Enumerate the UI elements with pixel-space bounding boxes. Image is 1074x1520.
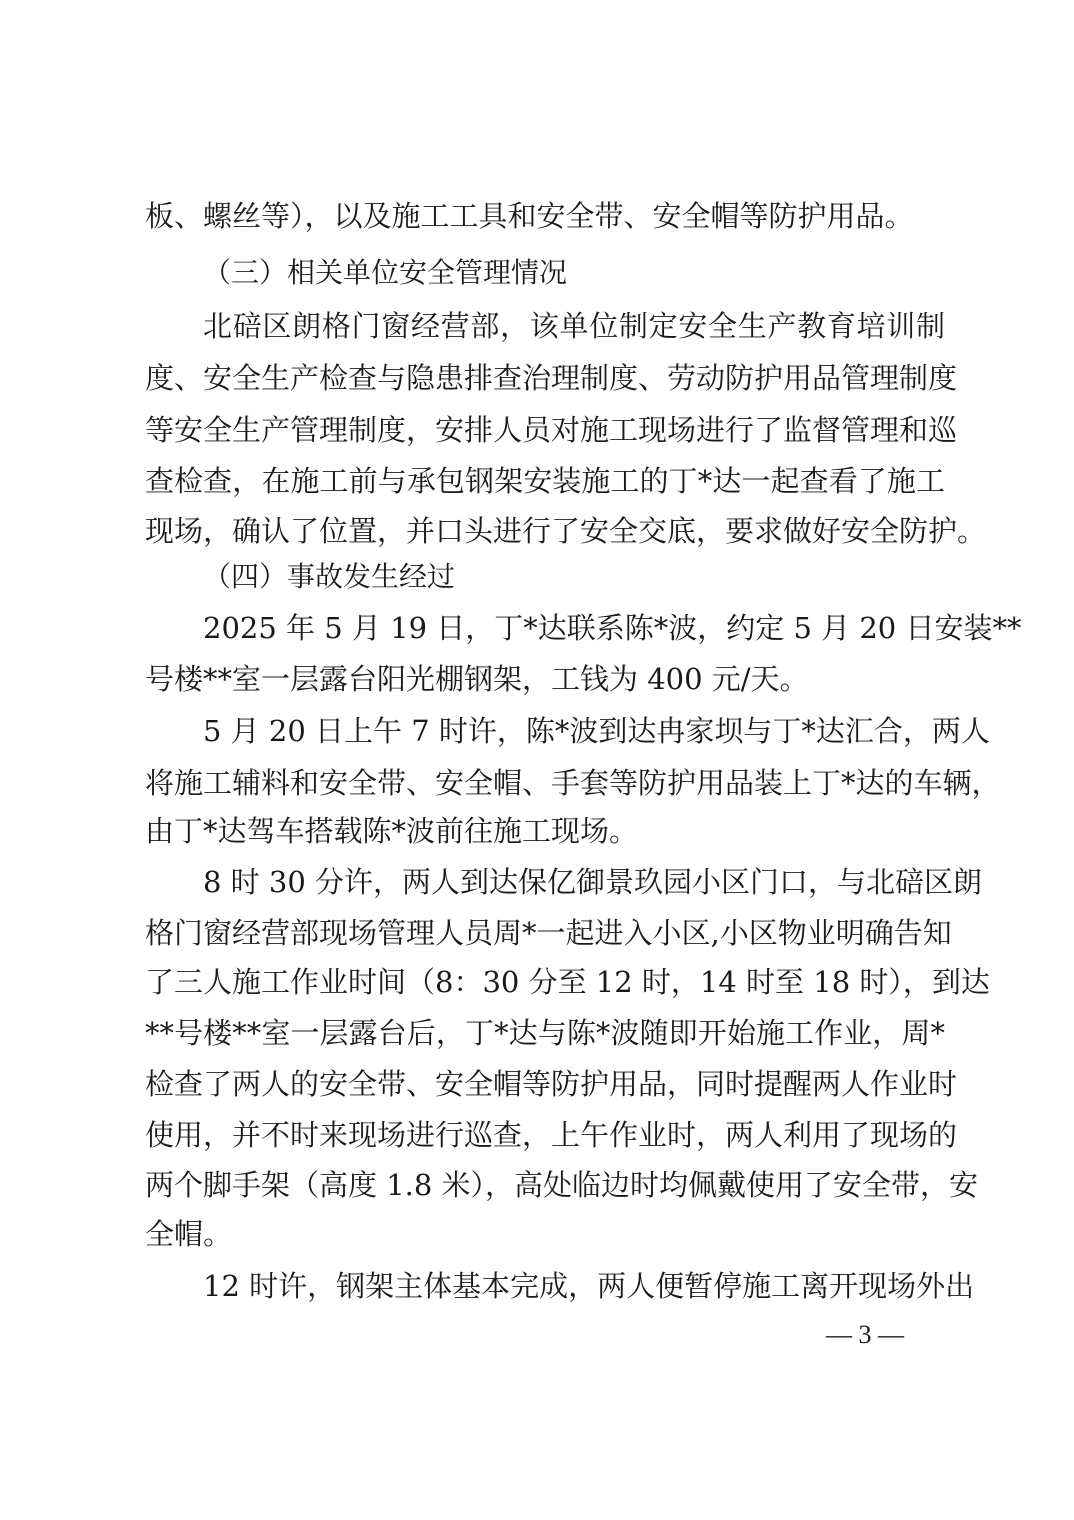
body-text-line: 使用，并不时来现场进行巡查，上午作业时，两人利用了现场的	[145, 1118, 958, 1152]
body-text-line: **号楼**室一层露台后，丁*达与陈*波随即开始施工作业，周*	[145, 1016, 945, 1050]
body-text-line: 查检查，在施工前与承包钢架安装施工的丁*达一起查看了施工	[145, 464, 945, 498]
body-text-line: 8 时 30 分许，两人到达保亿御景玖园小区门口，与北碚区朗	[203, 865, 983, 899]
body-text-line: 12 时许，钢架主体基本完成，两人便暂停施工离开现场外出	[203, 1269, 975, 1303]
body-text-line: 现场，确认了位置，并口头进行了安全交底，要求做好安全防护。	[145, 514, 987, 548]
section-heading: （四）事故发生经过	[203, 560, 456, 593]
body-text-line: 由丁*达驾车搭载陈*波前往施工现场。	[145, 814, 639, 848]
body-text-line: 两个脚手架（高度 1.8 米），高处临边时均佩戴使用了安全带，安	[145, 1168, 979, 1202]
body-text-line: 北碚区朗格门窗经营部，该单位制定安全生产教育培训制	[203, 309, 945, 343]
section-heading: （三）相关单位安全管理情况	[203, 256, 568, 289]
body-text-line: 全帽。	[145, 1217, 233, 1251]
body-text-line: 将施工辅料和安全带、安全帽、手套等防护用品装上丁*达的车辆，	[145, 766, 1001, 800]
body-text-line: 板、螺丝等），以及施工工具和安全带、安全帽等防护用品。	[145, 199, 914, 233]
body-text-line: 号楼**室一层露台阳光棚钢架，工钱为 400 元/天。	[145, 662, 809, 696]
body-text-line: 检查了两人的安全带、安全帽等防护用品，同时提醒两人作业时	[145, 1067, 958, 1101]
body-text-line: 等安全生产管理制度，安排人员对施工现场进行了监督管理和巡	[145, 413, 958, 447]
page-number: — 3 —	[826, 1320, 904, 1349]
body-text-line: 度、安全生产检查与隐患排查治理制度、劳动防护用品管理制度	[145, 361, 958, 395]
body-text-line: 2025 年 5 月 19 日，丁*达联系陈*波，约定 5 月 20 日安装**	[203, 611, 1022, 645]
body-text-line: 格门窗经营部现场管理人员周*一起进入小区,小区物业明确告知	[145, 916, 952, 950]
body-text-line: 5 月 20 日上午 7 时许，陈*波到达冉家坝与丁*达汇合，两人	[203, 714, 990, 748]
body-text-line: 了三人施工作业时间（8：30 分至 12 时，14 时至 18 时），到达	[145, 965, 990, 999]
